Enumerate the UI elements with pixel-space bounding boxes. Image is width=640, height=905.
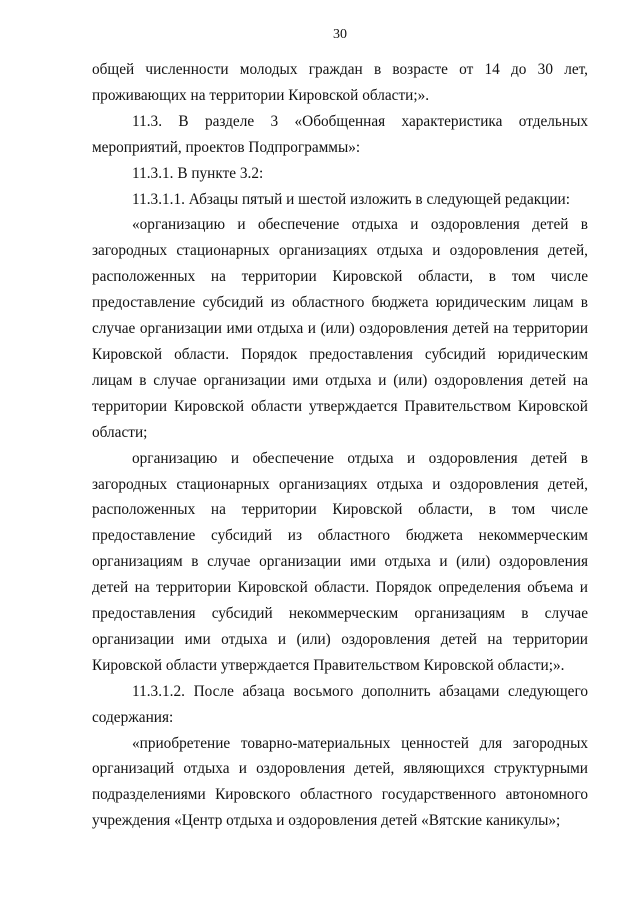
paragraph-item-11-3-1-1: 11.3.1.1. Абзацы пятый и шестой изложить в следующей редакции: [132, 190, 570, 208]
paragraph-continuation: общей численности молодых граждан в возрасте от 14 до 30 лет, проживающих на территории Кировской области;». [92, 61, 588, 104]
document-body [92, 57, 588, 834]
paragraph-quoted-addition: «приобретение товарно-материальных ценностей для загородных организаций отдыха и оздоровления детей, являющихся структурными подразделениями Кировского областного государственного автономного учреждения «Центр отдыха и оздоровления детей «Вятские каникулы»; [92, 734, 588, 830]
paragraph-item-11-3-1: 11.3.1. В пункте 3.2: [132, 164, 264, 182]
paragraph-quoted-sixth: организацию и обеспечение отдыха и оздоровления детей в загородных стационарных организациях отдыха и оздоровления детей, расположенных на территории Кировской области, в том числе предоставление субсидий из областного бюджета некоммерческим организациям в случае организации ими отдыха и (или) оздоровления детей на территории Кировской области. Порядок определения объема и предоставления субсидий некоммерческим организациям в случае организации ими отдыха и (или) оздоровления детей на территории Кировской области утверждается Правительством Кировской области;». [92, 449, 588, 674]
paragraph-quoted-fifth: «организацию и обеспечение отдыха и оздоровления детей в загородных стационарных организациях отдыха и оздоровления детей, расположенных на территории Кировской области, в том числе предоставление субсидий из областного бюджета юридическим лицам в случае организации ими отдыха и (или) оздоровления детей на территории Кировской области. Порядок предоставления субсидий юридическим лицам в случае организации ими отдыха и (или) оздоровления детей на территории Кировской области утверждается Правительством Кировской области; [92, 216, 588, 441]
page-number: 30 [333, 27, 347, 42]
paragraph-item-11-3-1-2: 11.3.1.2. После абзаца восьмого дополнить абзацами следующего содержания: [92, 682, 588, 726]
paragraph-section-11-3: 11.3. В разделе 3 «Обобщенная характеристика отдельных мероприятий, проектов Подпрограммы»: [92, 112, 588, 156]
